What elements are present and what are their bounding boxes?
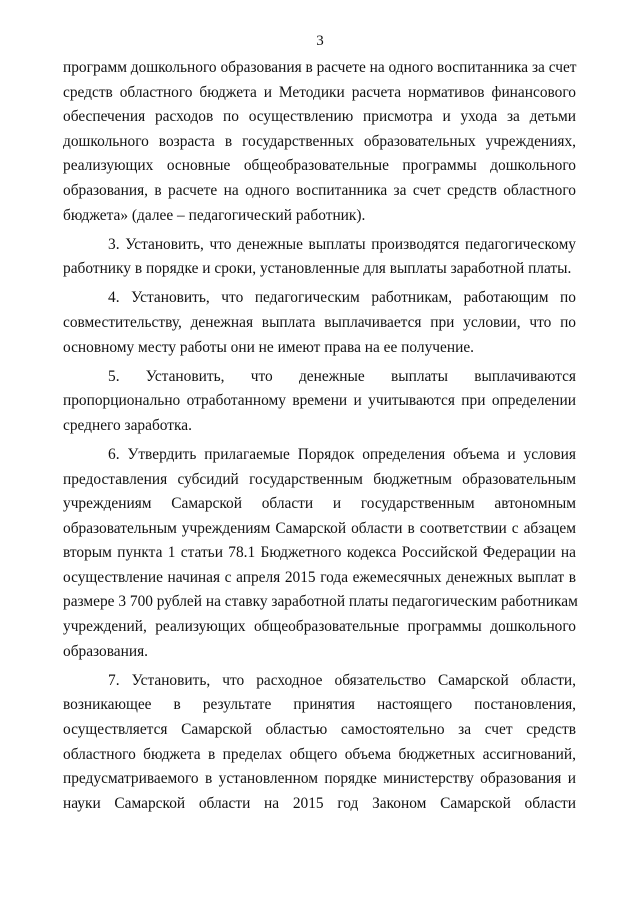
page-number: 3 (316, 33, 324, 49)
text-line: образования, в расчете на одного воспитанника за счет средств областного (63, 181, 576, 199)
paragraph (63, 365, 576, 439)
text-line: осуществляется Самарской областью самостоятельно за счет средств (63, 720, 576, 738)
text-line: осуществление начиная с апреля 2015 года ежемесячных денежных выплат в (63, 568, 576, 586)
text-line: работнику в порядке и сроки, установленные для выплаты заработной платы. (63, 260, 572, 278)
text-line: среднего заработка. (63, 416, 192, 434)
text-line: основному месту работы они не имеют права на ее получение. (63, 338, 475, 356)
text-line: 3. Установить, что денежные выплаты производятся педагогическому (108, 235, 576, 253)
paragraph (63, 56, 576, 228)
text-line: дошкольного возраста в государственных образовательных учреждениях, (63, 132, 576, 150)
text-line: учреждений, реализующих общеобразовательные программы дошкольного (63, 618, 576, 636)
text-line: размере 3 700 рублей на ставку заработной платы педагогическим работникам (63, 593, 578, 611)
text-line: областного бюджета в пределах общего объема бюджетных ассигнований, (63, 745, 576, 763)
paragraph (63, 233, 576, 282)
text-line: бюджета» (далее – педагогический работник). (63, 206, 366, 224)
paragraph (63, 669, 576, 817)
text-line: образовательным учреждениям Самарской области в соответствии с абзацем (63, 519, 576, 537)
text-line: средств областного бюджета и Методики расчета нормативов финансового (63, 83, 576, 101)
text-line: программ дошкольного образования в расчете на одного воспитанника за счет (63, 59, 577, 76)
text-line: науки Самарской области на 2015 год Законом Самарской области (63, 794, 576, 812)
text-line: 7. Установить, что расходное обязательство Самарской области, (108, 671, 576, 689)
text-line: предусматриваемого в установленном порядке министерству образования и (63, 770, 576, 788)
paragraph (63, 443, 576, 664)
text-line: совместительству, денежная выплата выплачивается при условии, что по (63, 313, 576, 331)
paragraph (63, 286, 576, 360)
text-line: предоставления субсидий государственным бюджетным образовательным (63, 470, 576, 488)
text-line: образования. (63, 642, 149, 660)
text-line: 5. Установить, что денежные выплаты выплачиваются (108, 367, 576, 385)
text-line: вторым пункта 1 статьи 78.1 Бюджетного кодекса Российской Федерации на (63, 544, 576, 562)
document-body (63, 56, 576, 816)
text-line: учреждениям Самарской области и государственным автономным (63, 495, 576, 513)
text-line: 4. Установить, что педагогическим работникам, работающим по (108, 289, 576, 307)
text-line: реализующих основные общеобразовательные программы дошкольного (63, 157, 576, 175)
text-line: 6. Утвердить прилагаемые Порядок определения объема и условия (108, 445, 576, 463)
text-line: обеспечения расходов по осуществлению присмотра и ухода за детьми (63, 108, 576, 126)
text-line: возникающее в результате принятия настоящего постановления, (63, 696, 576, 714)
text-line: пропорционально отработанному времени и учитываются при определении (63, 392, 576, 410)
